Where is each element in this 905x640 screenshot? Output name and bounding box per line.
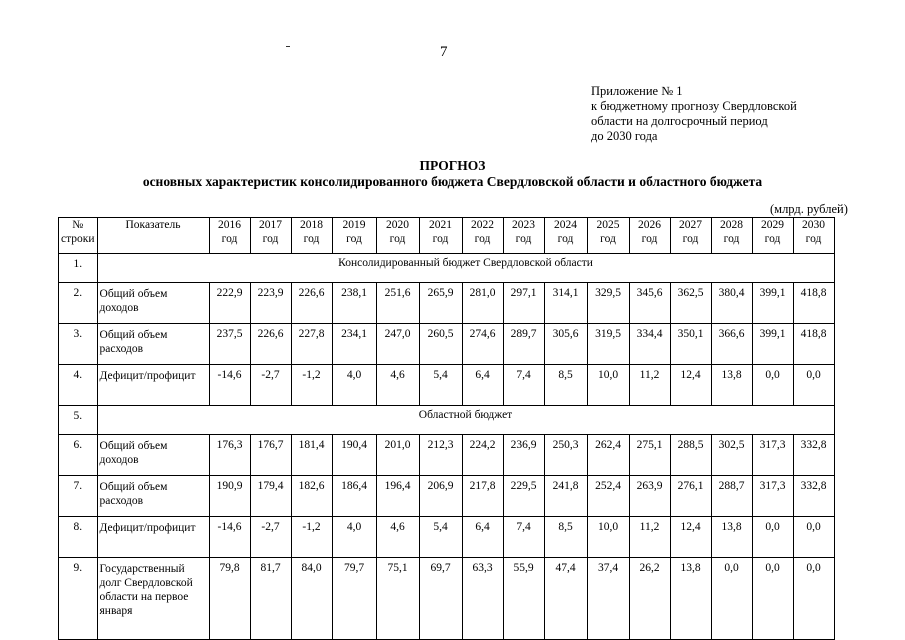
value-cell: 224,2 — [462, 435, 503, 476]
value-cell: 226,6 — [291, 283, 332, 324]
value-cell: 8,5 — [544, 517, 587, 558]
value-cell: 263,9 — [629, 476, 670, 517]
value-cell: 260,5 — [419, 324, 462, 365]
header-year-2024: 2024 год — [544, 218, 587, 254]
header-indicator: Показатель — [97, 218, 209, 254]
value-cell: 229,5 — [503, 476, 544, 517]
value-cell: 236,9 — [503, 435, 544, 476]
header-year-2017: 2017 год — [250, 218, 291, 254]
value-cell: 265,9 — [419, 283, 462, 324]
row-number: 6. — [59, 435, 98, 476]
section-title: Областной бюджет — [97, 406, 834, 435]
indicator-name: Дефицит/профицит — [97, 365, 209, 406]
header-year-2023: 2023 год — [503, 218, 544, 254]
value-cell: 380,4 — [711, 283, 752, 324]
header-year-2018: 2018 год — [291, 218, 332, 254]
scan-speck — [286, 46, 290, 47]
table-row — [59, 558, 835, 640]
value-cell: 275,1 — [629, 435, 670, 476]
row-number: 4. — [59, 365, 98, 406]
row-number: 2. — [59, 283, 98, 324]
header-year-2028: 2028 год — [711, 218, 752, 254]
value-cell: 251,6 — [376, 283, 419, 324]
value-cell: 241,8 — [544, 476, 587, 517]
value-cell: 0,0 — [752, 365, 793, 406]
value-cell: 0,0 — [752, 558, 793, 640]
value-cell: 288,7 — [711, 476, 752, 517]
value-cell: 13,8 — [711, 365, 752, 406]
value-cell: 5,4 — [419, 365, 462, 406]
value-cell: 4,0 — [332, 365, 376, 406]
value-cell: -2,7 — [250, 365, 291, 406]
value-cell: 10,0 — [587, 517, 629, 558]
value-cell: 0,0 — [793, 558, 834, 640]
value-cell: 63,3 — [462, 558, 503, 640]
document-title — [0, 158, 905, 190]
value-cell: 81,7 — [250, 558, 291, 640]
title-line-2: основных характеристик консолидированного бюджета Свердловской области и областного бюджета — [142, 174, 763, 189]
value-cell: -1,2 — [291, 365, 332, 406]
value-cell: 182,6 — [291, 476, 332, 517]
table-row — [59, 517, 835, 558]
value-cell: 11,2 — [629, 517, 670, 558]
table-row — [59, 365, 835, 406]
value-cell: 13,8 — [670, 558, 711, 640]
value-cell: 12,4 — [670, 365, 711, 406]
value-cell: 288,5 — [670, 435, 711, 476]
value-cell: 69,7 — [419, 558, 462, 640]
indicator-name: Общий объем расходов — [97, 324, 209, 365]
header-year-2027: 2027 год — [670, 218, 711, 254]
value-cell: 227,8 — [291, 324, 332, 365]
section-title: Консолидированный бюджет Свердловской области — [97, 254, 834, 283]
value-cell: 190,4 — [332, 435, 376, 476]
row-number: 7. — [59, 476, 98, 517]
value-cell: 247,0 — [376, 324, 419, 365]
value-cell: 0,0 — [752, 517, 793, 558]
header-year-2016: 2016 год — [209, 218, 250, 254]
forecast-table — [58, 217, 835, 640]
value-cell: 84,0 — [291, 558, 332, 640]
value-cell: 0,0 — [711, 558, 752, 640]
value-cell: -14,6 — [209, 517, 250, 558]
appendix-line: области на долгосрочный период — [591, 114, 768, 128]
value-cell: 4,6 — [376, 365, 419, 406]
table-header-row — [59, 218, 835, 254]
table-row — [59, 283, 835, 324]
value-cell: 11,2 — [629, 365, 670, 406]
value-cell: 7,4 — [503, 517, 544, 558]
value-cell: 289,7 — [503, 324, 544, 365]
value-cell: 362,5 — [670, 283, 711, 324]
header-year-2022: 2022 год — [462, 218, 503, 254]
value-cell: 252,4 — [587, 476, 629, 517]
value-cell: 186,4 — [332, 476, 376, 517]
value-cell: 79,8 — [209, 558, 250, 640]
header-year-2020: 2020 год — [376, 218, 419, 254]
header-year-2025: 2025 год — [587, 218, 629, 254]
value-cell: 190,9 — [209, 476, 250, 517]
value-cell: 317,3 — [752, 476, 793, 517]
header-row-number: № строки — [59, 218, 98, 254]
value-cell: 314,1 — [544, 283, 587, 324]
value-cell: 37,4 — [587, 558, 629, 640]
value-cell: 329,5 — [587, 283, 629, 324]
appendix-line: к бюджетному прогнозу Свердловской — [591, 99, 797, 113]
value-cell: 317,3 — [752, 435, 793, 476]
value-cell: 4,6 — [376, 517, 419, 558]
value-cell: 222,9 — [209, 283, 250, 324]
value-cell: 217,8 — [462, 476, 503, 517]
value-cell: 332,8 — [793, 476, 834, 517]
value-cell: 276,1 — [670, 476, 711, 517]
units-label: (млрд. рублей) — [770, 202, 848, 216]
value-cell: 399,1 — [752, 324, 793, 365]
page-number: 7 — [440, 44, 448, 60]
value-cell: 212,3 — [419, 435, 462, 476]
value-cell: 226,6 — [250, 324, 291, 365]
value-cell: 6,4 — [462, 517, 503, 558]
header-year-2029: 2029 год — [752, 218, 793, 254]
value-cell: 237,5 — [209, 324, 250, 365]
header-year-2021: 2021 год — [419, 218, 462, 254]
value-cell: 26,2 — [629, 558, 670, 640]
value-cell: 0,0 — [793, 517, 834, 558]
table-row — [59, 435, 835, 476]
appendix-line: Приложение № 1 — [591, 84, 683, 98]
value-cell: -1,2 — [291, 517, 332, 558]
table-row — [59, 476, 835, 517]
value-cell: 75,1 — [376, 558, 419, 640]
value-cell: 196,4 — [376, 476, 419, 517]
value-cell: 297,1 — [503, 283, 544, 324]
value-cell: 332,8 — [793, 435, 834, 476]
value-cell: 12,4 — [670, 517, 711, 558]
value-cell: 181,4 — [291, 435, 332, 476]
section-row — [59, 406, 835, 435]
row-number: 8. — [59, 517, 98, 558]
value-cell: 302,5 — [711, 435, 752, 476]
appendix-line: до 2030 года — [591, 129, 658, 143]
value-cell: 79,7 — [332, 558, 376, 640]
value-cell: 5,4 — [419, 517, 462, 558]
header-year-2019: 2019 год — [332, 218, 376, 254]
indicator-name: Дефицит/профицит — [97, 517, 209, 558]
row-number: 3. — [59, 324, 98, 365]
value-cell: 179,4 — [250, 476, 291, 517]
table-row — [59, 324, 835, 365]
value-cell: 4,0 — [332, 517, 376, 558]
value-cell: 345,6 — [629, 283, 670, 324]
value-cell: 176,7 — [250, 435, 291, 476]
indicator-name: Общий объем расходов — [97, 476, 209, 517]
value-cell: 418,8 — [793, 283, 834, 324]
value-cell: 274,6 — [462, 324, 503, 365]
value-cell: 250,3 — [544, 435, 587, 476]
value-cell: 0,0 — [793, 365, 834, 406]
value-cell: 399,1 — [752, 283, 793, 324]
value-cell: 176,3 — [209, 435, 250, 476]
section-row — [59, 254, 835, 283]
header-year-2026: 2026 год — [629, 218, 670, 254]
value-cell: 366,6 — [711, 324, 752, 365]
value-cell: -2,7 — [250, 517, 291, 558]
value-cell: 350,1 — [670, 324, 711, 365]
value-cell: 281,0 — [462, 283, 503, 324]
value-cell: 319,5 — [587, 324, 629, 365]
title-line-1: ПРОГНОЗ — [419, 158, 486, 173]
row-number: 5. — [59, 406, 98, 435]
value-cell: 334,4 — [629, 324, 670, 365]
indicator-name: Государственный долг Свердловской области на первое января — [97, 558, 209, 640]
value-cell: -14,6 — [209, 365, 250, 406]
value-cell: 234,1 — [332, 324, 376, 365]
row-number: 1. — [59, 254, 98, 283]
value-cell: 206,9 — [419, 476, 462, 517]
value-cell: 10,0 — [587, 365, 629, 406]
value-cell: 7,4 — [503, 365, 544, 406]
value-cell: 201,0 — [376, 435, 419, 476]
value-cell: 223,9 — [250, 283, 291, 324]
indicator-name: Общий объем доходов — [97, 435, 209, 476]
value-cell: 47,4 — [544, 558, 587, 640]
header-year-2030: 2030 год — [793, 218, 834, 254]
value-cell: 13,8 — [711, 517, 752, 558]
value-cell: 262,4 — [587, 435, 629, 476]
value-cell: 305,6 — [544, 324, 587, 365]
value-cell: 8,5 — [544, 365, 587, 406]
value-cell: 418,8 — [793, 324, 834, 365]
value-cell: 6,4 — [462, 365, 503, 406]
value-cell: 55,9 — [503, 558, 544, 640]
indicator-name: Общий объем доходов — [97, 283, 209, 324]
value-cell: 238,1 — [332, 283, 376, 324]
row-number: 9. — [59, 558, 98, 640]
appendix-note — [591, 84, 841, 144]
